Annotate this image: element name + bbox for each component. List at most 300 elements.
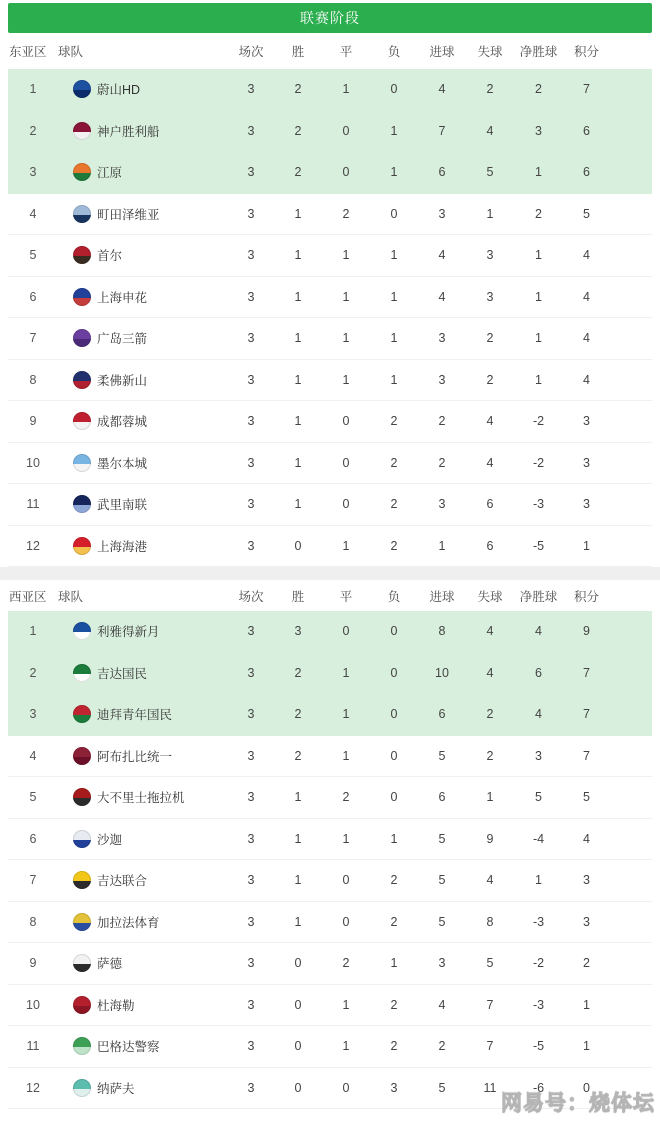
goals-for-cell: 3 bbox=[438, 331, 446, 346]
team-logo-icon bbox=[73, 954, 91, 972]
team-cell bbox=[58, 1037, 228, 1055]
goal-diff-cell: 1 bbox=[535, 289, 542, 304]
table-row bbox=[8, 526, 652, 568]
team-name: 迪拜青年国民 bbox=[97, 708, 173, 723]
team-cell bbox=[58, 830, 228, 848]
goals-for-cell: 3 bbox=[438, 206, 446, 221]
team-cell bbox=[58, 163, 228, 181]
goals-against-cell: 7 bbox=[486, 997, 494, 1012]
points-cell: 3 bbox=[583, 455, 590, 470]
draws-cell: 1 bbox=[342, 1039, 350, 1054]
wins-cell: 0 bbox=[294, 1039, 302, 1054]
matches-cell: 3 bbox=[247, 414, 255, 429]
team-logo-icon bbox=[73, 747, 91, 765]
wins-cell: 2 bbox=[294, 165, 302, 180]
goals-against-cell: 2 bbox=[486, 331, 494, 346]
col-header-points: 积分 bbox=[573, 45, 599, 59]
matches-cell: 3 bbox=[247, 748, 255, 763]
rank-cell: 2 bbox=[29, 123, 37, 138]
draws-cell: 1 bbox=[342, 331, 350, 346]
col-header-wins: 胜 bbox=[291, 589, 305, 604]
rank-cell: 4 bbox=[29, 206, 37, 221]
stage-title: 联赛阶段 bbox=[300, 10, 360, 26]
team-logo-icon bbox=[73, 371, 91, 389]
zone-header: 东亚区 bbox=[9, 45, 47, 59]
team-cell bbox=[58, 122, 228, 140]
goal-diff-cell: 2 bbox=[535, 82, 542, 97]
wins-cell: 2 bbox=[294, 123, 302, 138]
goals-for-cell: 10 bbox=[435, 665, 449, 680]
col-header-goals-for: 进球 bbox=[429, 45, 455, 59]
team-cell bbox=[58, 747, 228, 765]
goals-for-cell: 4 bbox=[438, 997, 446, 1012]
team-logo-icon bbox=[73, 1037, 91, 1055]
points-cell: 6 bbox=[583, 165, 590, 180]
goal-diff-cell: 4 bbox=[535, 624, 542, 639]
wins-cell: 0 bbox=[294, 1080, 302, 1095]
draws-cell: 1 bbox=[342, 538, 350, 553]
matches-cell: 3 bbox=[247, 997, 255, 1012]
table-row bbox=[8, 152, 652, 194]
goal-diff-cell: 1 bbox=[535, 873, 542, 888]
draws-cell: 0 bbox=[342, 1080, 350, 1095]
rank-cell: 1 bbox=[29, 82, 37, 97]
points-cell: 2 bbox=[583, 956, 590, 971]
team-logo-icon bbox=[73, 80, 91, 98]
table-row bbox=[8, 69, 652, 111]
team-cell bbox=[58, 246, 228, 264]
goal-diff-cell: -2 bbox=[532, 455, 545, 470]
goals-for-cell: 4 bbox=[438, 289, 446, 304]
goals-for-cell: 2 bbox=[438, 1039, 446, 1054]
team-cell bbox=[58, 913, 228, 931]
wins-cell: 1 bbox=[294, 414, 302, 429]
points-cell: 4 bbox=[583, 248, 590, 263]
draws-cell: 0 bbox=[342, 123, 350, 138]
watermark: 网易号：烧体坛 bbox=[501, 1092, 655, 1115]
points-cell: 3 bbox=[583, 873, 590, 888]
points-cell: 1 bbox=[583, 1039, 590, 1054]
points-cell: 7 bbox=[583, 82, 590, 97]
team-logo-icon bbox=[73, 246, 91, 264]
col-header-goal-diff: 净胜球 bbox=[519, 589, 558, 604]
wins-cell: 3 bbox=[294, 624, 302, 639]
team-name: 巴格达警察 bbox=[97, 1040, 160, 1055]
goals-for-cell: 5 bbox=[438, 748, 446, 763]
goals-against-cell: 4 bbox=[486, 624, 494, 639]
team-logo-icon bbox=[73, 1079, 91, 1097]
table-header-row bbox=[8, 580, 652, 611]
losses-cell: 1 bbox=[390, 248, 398, 263]
matches-cell: 3 bbox=[247, 165, 255, 180]
rank-cell: 3 bbox=[29, 165, 37, 180]
rank-cell: 9 bbox=[29, 956, 37, 971]
matches-cell: 3 bbox=[247, 831, 255, 846]
wins-cell: 2 bbox=[294, 665, 302, 680]
team-logo-icon bbox=[73, 830, 91, 848]
goal-diff-cell: -5 bbox=[532, 1039, 545, 1054]
matches-cell: 3 bbox=[247, 123, 255, 138]
goals-for-cell: 4 bbox=[438, 248, 446, 263]
rank-cell: 6 bbox=[29, 831, 37, 846]
goal-diff-cell: -2 bbox=[532, 414, 545, 429]
col-header-goals-against: 失球 bbox=[477, 589, 503, 604]
wins-cell: 1 bbox=[294, 372, 302, 387]
points-cell: 6 bbox=[583, 123, 590, 138]
rank-cell: 8 bbox=[29, 372, 37, 387]
team-cell bbox=[58, 664, 228, 682]
losses-cell: 0 bbox=[390, 624, 398, 639]
points-cell: 5 bbox=[583, 790, 590, 805]
goal-diff-cell: 6 bbox=[535, 665, 542, 680]
matches-cell: 3 bbox=[247, 790, 255, 805]
team-cell bbox=[58, 495, 228, 513]
draws-cell: 1 bbox=[342, 831, 350, 846]
table-row bbox=[8, 736, 652, 778]
goals-for-cell: 4 bbox=[438, 82, 446, 97]
team-name: 蔚山HD bbox=[97, 83, 141, 98]
losses-cell: 1 bbox=[390, 372, 398, 387]
wins-cell: 1 bbox=[294, 790, 302, 805]
team-column-header: 球队 bbox=[58, 45, 84, 59]
team-name: 利雅得新月 bbox=[97, 625, 160, 640]
draws-cell: 1 bbox=[342, 289, 350, 304]
goals-against-cell: 8 bbox=[486, 914, 494, 929]
matches-cell: 3 bbox=[247, 206, 255, 221]
matches-cell: 3 bbox=[247, 538, 255, 553]
wins-cell: 1 bbox=[294, 914, 302, 929]
table-header-row bbox=[8, 33, 652, 69]
matches-cell: 3 bbox=[247, 497, 255, 512]
team-logo-icon bbox=[73, 705, 91, 723]
losses-cell: 0 bbox=[390, 748, 398, 763]
rank-cell: 12 bbox=[26, 1080, 40, 1095]
goals-against-cell: 1 bbox=[486, 790, 494, 805]
goals-against-cell: 5 bbox=[486, 165, 494, 180]
wins-cell: 0 bbox=[294, 997, 302, 1012]
team-cell bbox=[58, 288, 228, 306]
goals-against-cell: 6 bbox=[486, 538, 494, 553]
stage-title-bar bbox=[8, 3, 652, 33]
points-cell: 9 bbox=[583, 624, 590, 639]
points-cell: 1 bbox=[583, 997, 590, 1012]
table-row bbox=[8, 360, 652, 402]
rank-cell: 5 bbox=[29, 248, 37, 263]
goals-against-cell: 2 bbox=[486, 707, 494, 722]
team-name: 武里南联 bbox=[97, 498, 148, 513]
team-logo-icon bbox=[73, 871, 91, 889]
team-cell bbox=[58, 537, 228, 555]
team-column-header: 球队 bbox=[58, 589, 84, 604]
team-name: 杜海勒 bbox=[97, 998, 135, 1013]
team-name: 广岛三箭 bbox=[97, 332, 148, 347]
draws-cell: 1 bbox=[342, 665, 350, 680]
rank-cell: 3 bbox=[29, 707, 37, 722]
draws-cell: 0 bbox=[342, 414, 350, 429]
points-cell: 4 bbox=[583, 289, 590, 304]
team-logo-icon bbox=[73, 537, 91, 555]
matches-cell: 3 bbox=[247, 956, 255, 971]
matches-cell: 3 bbox=[247, 1080, 255, 1095]
goals-against-cell: 5 bbox=[486, 956, 494, 971]
goals-against-cell: 4 bbox=[486, 455, 494, 470]
wins-cell: 2 bbox=[294, 748, 302, 763]
goals-for-cell: 3 bbox=[438, 497, 446, 512]
wins-cell: 1 bbox=[294, 248, 302, 263]
team-cell bbox=[58, 788, 228, 806]
draws-cell: 0 bbox=[342, 165, 350, 180]
goal-diff-cell: 2 bbox=[535, 206, 542, 221]
goals-against-cell: 7 bbox=[486, 1039, 494, 1054]
team-logo-icon bbox=[73, 913, 91, 931]
team-cell bbox=[58, 705, 228, 723]
goals-for-cell: 5 bbox=[438, 914, 446, 929]
goals-against-cell: 3 bbox=[486, 248, 494, 263]
team-logo-icon bbox=[73, 495, 91, 513]
goals-for-cell: 3 bbox=[438, 372, 446, 387]
table-body bbox=[8, 611, 652, 1109]
losses-cell: 2 bbox=[390, 414, 398, 429]
goals-against-cell: 2 bbox=[486, 748, 494, 763]
team-name: 纳萨夫 bbox=[97, 1081, 135, 1096]
goal-diff-cell: -3 bbox=[532, 997, 545, 1012]
rank-cell: 5 bbox=[29, 790, 37, 805]
points-cell: 7 bbox=[583, 707, 590, 722]
team-name: 萨德 bbox=[97, 957, 123, 972]
draws-cell: 0 bbox=[342, 624, 350, 639]
goal-diff-cell: -3 bbox=[532, 497, 545, 512]
points-cell: 7 bbox=[583, 748, 590, 763]
losses-cell: 1 bbox=[390, 165, 398, 180]
team-name: 神户胜利船 bbox=[97, 124, 160, 139]
matches-cell: 3 bbox=[247, 624, 255, 639]
losses-cell: 0 bbox=[390, 206, 398, 221]
col-header-draws: 平 bbox=[339, 45, 353, 59]
draws-cell: 0 bbox=[342, 914, 350, 929]
col-header-goals-against: 失球 bbox=[477, 45, 503, 59]
wins-cell: 0 bbox=[294, 538, 302, 553]
goal-diff-cell: -5 bbox=[532, 538, 545, 553]
goals-for-cell: 7 bbox=[438, 123, 446, 138]
draws-cell: 1 bbox=[342, 997, 350, 1012]
team-name: 沙迦 bbox=[97, 832, 123, 847]
team-cell bbox=[58, 371, 228, 389]
wins-cell: 1 bbox=[294, 831, 302, 846]
table-row bbox=[8, 943, 652, 985]
points-cell: 7 bbox=[583, 665, 590, 680]
wins-cell: 1 bbox=[294, 873, 302, 888]
team-name: 吉达国民 bbox=[97, 666, 148, 681]
team-logo-icon bbox=[73, 288, 91, 306]
table-row bbox=[8, 111, 652, 153]
draws-cell: 0 bbox=[342, 455, 350, 470]
goals-against-cell: 9 bbox=[486, 831, 494, 846]
wins-cell: 1 bbox=[294, 455, 302, 470]
zone-header: 西亚区 bbox=[9, 589, 47, 604]
team-name: 町田泽维亚 bbox=[97, 207, 160, 222]
team-logo-icon bbox=[73, 664, 91, 682]
goal-diff-cell: 3 bbox=[535, 123, 542, 138]
table-row bbox=[8, 1068, 652, 1110]
table-row bbox=[8, 484, 652, 526]
table-row bbox=[8, 819, 652, 861]
team-name: 柔佛新山 bbox=[97, 373, 148, 388]
team-logo-icon bbox=[73, 163, 91, 181]
goal-diff-cell: -2 bbox=[532, 956, 545, 971]
wins-cell: 2 bbox=[294, 82, 302, 97]
goals-against-cell: 4 bbox=[486, 873, 494, 888]
losses-cell: 2 bbox=[390, 455, 398, 470]
goals-against-cell: 4 bbox=[486, 414, 494, 429]
rank-cell: 12 bbox=[26, 538, 40, 553]
goals-for-cell: 6 bbox=[438, 165, 446, 180]
col-header-draws: 平 bbox=[339, 589, 353, 604]
table-row bbox=[8, 443, 652, 485]
draws-cell: 2 bbox=[342, 790, 350, 805]
points-cell: 1 bbox=[583, 538, 590, 553]
table-row bbox=[8, 611, 652, 653]
losses-cell: 0 bbox=[390, 790, 398, 805]
points-cell: 3 bbox=[583, 497, 590, 512]
goal-diff-cell: 4 bbox=[535, 707, 542, 722]
draws-cell: 0 bbox=[342, 873, 350, 888]
points-cell: 3 bbox=[583, 414, 590, 429]
col-header-matches: 场次 bbox=[238, 589, 264, 604]
points-cell: 4 bbox=[583, 831, 590, 846]
table-row bbox=[8, 777, 652, 819]
table-row bbox=[8, 235, 652, 277]
table-row bbox=[8, 318, 652, 360]
wins-cell: 2 bbox=[294, 707, 302, 722]
goals-for-cell: 1 bbox=[438, 538, 446, 553]
matches-cell: 3 bbox=[247, 372, 255, 387]
goals-against-cell: 6 bbox=[486, 497, 494, 512]
goals-against-cell: 3 bbox=[486, 289, 494, 304]
goal-diff-cell: 5 bbox=[535, 790, 542, 805]
team-logo-icon bbox=[73, 122, 91, 140]
col-header-points: 积分 bbox=[573, 589, 599, 604]
table-row bbox=[8, 194, 652, 236]
team-cell bbox=[58, 412, 228, 430]
col-header-goal-diff: 净胜球 bbox=[519, 45, 558, 59]
losses-cell: 0 bbox=[390, 665, 398, 680]
col-header-matches: 场次 bbox=[238, 45, 264, 59]
points-cell: 4 bbox=[583, 372, 590, 387]
team-name: 上海申花 bbox=[97, 290, 148, 305]
table-row bbox=[8, 985, 652, 1027]
matches-cell: 3 bbox=[247, 331, 255, 346]
goal-diff-cell: 1 bbox=[535, 248, 542, 263]
losses-cell: 2 bbox=[390, 1039, 398, 1054]
points-cell: 5 bbox=[583, 206, 590, 221]
goal-diff-cell: -4 bbox=[532, 831, 545, 846]
losses-cell: 3 bbox=[390, 1080, 398, 1095]
goal-diff-cell: 3 bbox=[535, 748, 542, 763]
matches-cell: 3 bbox=[247, 289, 255, 304]
wins-cell: 1 bbox=[294, 497, 302, 512]
table-row bbox=[8, 860, 652, 902]
goals-against-cell: 4 bbox=[486, 123, 494, 138]
rank-cell: 6 bbox=[29, 289, 37, 304]
team-cell bbox=[58, 996, 228, 1014]
goal-diff-cell: 1 bbox=[535, 331, 542, 346]
goal-diff-cell: 1 bbox=[535, 165, 542, 180]
losses-cell: 1 bbox=[390, 123, 398, 138]
goal-diff-cell: -6 bbox=[532, 1080, 545, 1095]
team-name: 阿布扎比统一 bbox=[97, 749, 173, 764]
goals-for-cell: 2 bbox=[438, 455, 446, 470]
matches-cell: 3 bbox=[247, 914, 255, 929]
losses-cell: 0 bbox=[390, 82, 398, 97]
team-cell bbox=[58, 1079, 228, 1097]
team-logo-icon bbox=[73, 996, 91, 1014]
table-divider bbox=[0, 567, 660, 580]
rank-cell: 8 bbox=[29, 914, 37, 929]
team-cell bbox=[58, 329, 228, 347]
losses-cell: 2 bbox=[390, 873, 398, 888]
matches-cell: 3 bbox=[247, 873, 255, 888]
table-row bbox=[8, 401, 652, 443]
points-cell: 3 bbox=[583, 914, 590, 929]
rank-cell: 10 bbox=[26, 997, 40, 1012]
table-row bbox=[8, 694, 652, 736]
team-cell bbox=[58, 205, 228, 223]
draws-cell: 1 bbox=[342, 748, 350, 763]
losses-cell: 2 bbox=[390, 997, 398, 1012]
standings-tables bbox=[0, 33, 660, 1109]
rank-cell: 4 bbox=[29, 748, 37, 763]
wins-cell: 1 bbox=[294, 331, 302, 346]
col-header-goals-for: 进球 bbox=[429, 589, 455, 604]
title-bar-wrap bbox=[0, 0, 660, 33]
matches-cell: 3 bbox=[247, 1039, 255, 1054]
team-name: 墨尔本城 bbox=[97, 456, 148, 471]
standings-table bbox=[8, 33, 652, 567]
rank-cell: 10 bbox=[26, 455, 40, 470]
draws-cell: 1 bbox=[342, 372, 350, 387]
rank-cell: 9 bbox=[29, 414, 37, 429]
losses-cell: 1 bbox=[390, 831, 398, 846]
goals-for-cell: 6 bbox=[438, 707, 446, 722]
draws-cell: 0 bbox=[342, 497, 350, 512]
points-cell: 4 bbox=[583, 331, 590, 346]
team-name: 江原 bbox=[97, 166, 123, 181]
team-cell bbox=[58, 454, 228, 472]
rank-cell: 7 bbox=[29, 331, 37, 346]
rank-cell: 1 bbox=[29, 624, 37, 639]
goals-against-cell: 2 bbox=[486, 82, 494, 97]
goals-for-cell: 6 bbox=[438, 790, 446, 805]
rank-cell: 2 bbox=[29, 665, 37, 680]
goals-for-cell: 5 bbox=[438, 873, 446, 888]
col-header-losses: 负 bbox=[387, 45, 401, 59]
team-logo-icon bbox=[73, 788, 91, 806]
matches-cell: 3 bbox=[247, 707, 255, 722]
col-header-wins: 胜 bbox=[291, 45, 305, 59]
draws-cell: 1 bbox=[342, 82, 350, 97]
table-row bbox=[8, 653, 652, 695]
draws-cell: 1 bbox=[342, 707, 350, 722]
goals-against-cell: 4 bbox=[486, 665, 494, 680]
team-name: 首尔 bbox=[97, 249, 123, 264]
draws-cell: 2 bbox=[342, 206, 350, 221]
team-logo-icon bbox=[73, 205, 91, 223]
team-logo-icon bbox=[73, 412, 91, 430]
goals-against-cell: 2 bbox=[486, 372, 494, 387]
team-name: 成都蓉城 bbox=[97, 415, 148, 430]
team-logo-icon bbox=[73, 622, 91, 640]
goals-against-cell: 11 bbox=[483, 1080, 497, 1095]
